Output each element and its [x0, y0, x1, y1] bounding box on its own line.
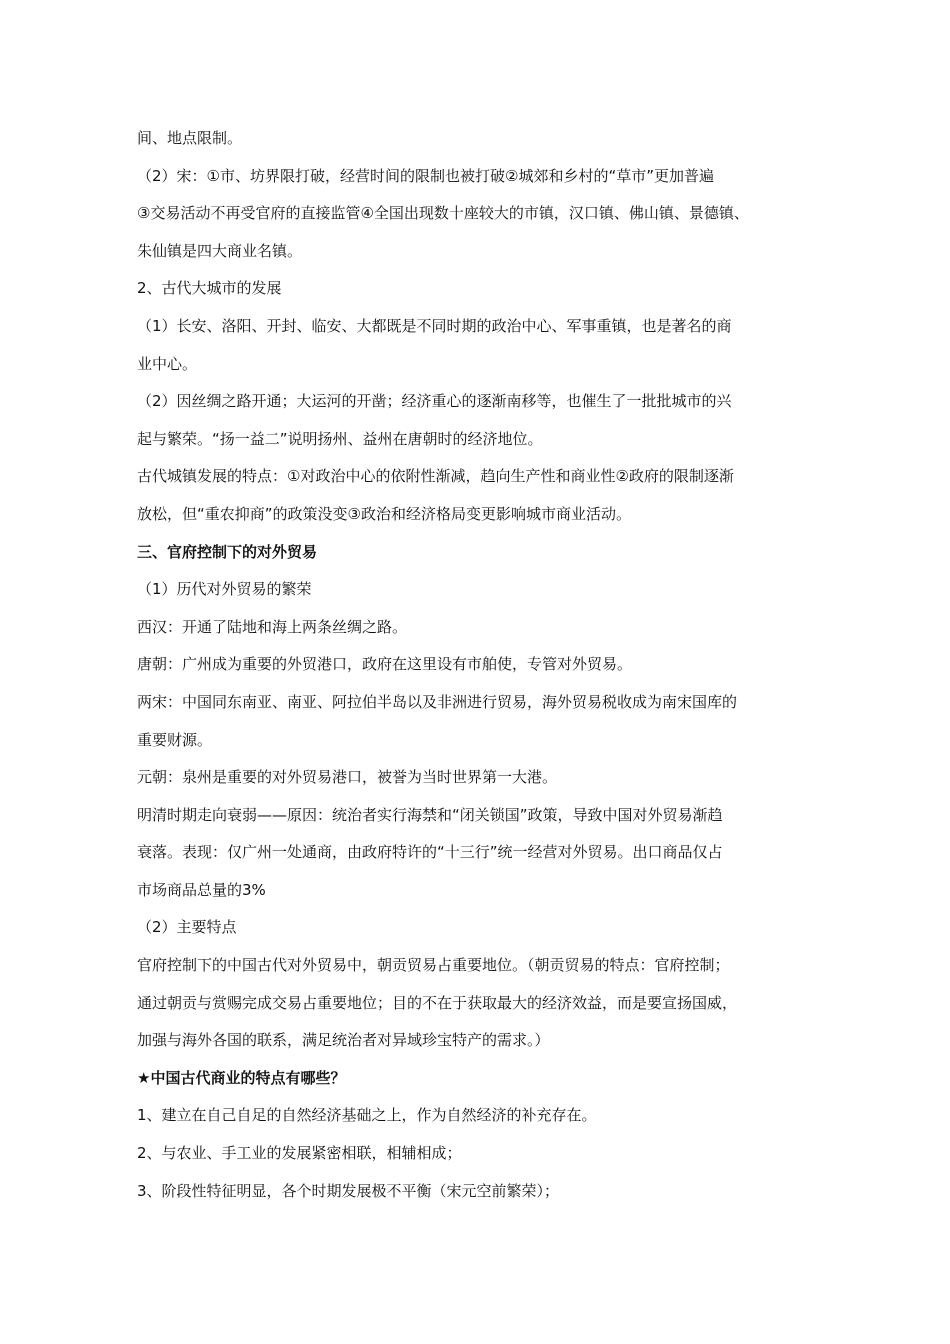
text-line: 两宋：中国同东南亚、南亚、阿拉伯半岛以及非洲进行贸易，海外贸易税收成为南宋国库的: [137, 692, 738, 711]
text-line: 起与繁荣。“扬一益二”说明扬州、益州在唐朝时的经济地位。: [137, 429, 543, 448]
text-line: 明清时期走向衰弱——原因：统治者实行海禁和“闭关锁国”政策，导致中国对外贸易渐趋: [137, 805, 723, 824]
text-line: 重要财源。: [137, 730, 213, 749]
text-line: 放松，但“重农抑商”的政策没变③政治和经济格局变更影响城市商业活动。: [137, 504, 631, 523]
text-line: （2）因丝绸之路开通；大运河的开凿；经济重心的逐渐南移等，也催生了一批批城市的兴: [137, 392, 732, 411]
text-line: 间、地点限制。: [137, 129, 243, 147]
text-line: 3、阶段性特征明显，各个时期发展极不平衡（宋元空前繁荣）；: [137, 1181, 560, 1200]
text-line: 官府控制下的中国古代对外贸易中，朝贡贸易占重要地位。（朝贡贸易的特点：官府控制；: [137, 956, 730, 975]
section-heading: ★中国古代商业的特点有哪些？: [137, 1068, 346, 1087]
text-line: ③交易活动不再受官府的直接监管④全国出现数十座较大的市镇，汉口镇、佛山镇、景德镇、: [137, 204, 749, 223]
text-line: 2、与农业、手工业的发展紧密相联，相辅相成；: [137, 1144, 462, 1163]
text-line: （2）主要特点: [137, 918, 237, 937]
text-line: 市场商品总量的3%: [137, 880, 266, 899]
text-line: （2）宋：①市、坊界限打破，经营时间的限制也被打破②城郊和乡村的“草市”更加普遍: [137, 166, 714, 185]
text-line: 加强与海外各国的联系，满足统治者对异域珍宝特产的需求。）: [137, 1031, 550, 1050]
text-line: 1、建立在自己自足的自然经济基础之上，作为自然经济的补充存在。: [137, 1106, 597, 1125]
document-body: [137, 120, 827, 1210]
text-line: 朱仙镇是四大商业名镇。: [137, 241, 303, 260]
text-line: （1）长安、洛阳、开封、临安、大都既是不同时期的政治中心、军事重镇，也是著名的商: [137, 316, 732, 335]
text-line: 元朝：泉州是重要的对外贸易港口，被誉为当时世界第一大港。: [137, 768, 558, 787]
text-line: 业中心。: [137, 354, 198, 373]
text-line: 古代城镇发展的特点：①对政治中心的依附性渐减，趋向生产性和商业性②政府的限制逐渐: [137, 467, 734, 486]
text-line: 西汉：开通了陆地和海上两条丝绸之路。: [137, 617, 408, 636]
text-line: 2、古代大城市的发展: [137, 279, 282, 298]
text-line: 通过朝贡与赏赐完成交易占重要地位；目的不在于获取最大的经济效益，而是要宣扬国威，: [137, 993, 738, 1012]
text-line: 衰落。表现：仅广州一处通商，由政府特许的“十三行”统一经营对外贸易。出口商品仅占: [137, 843, 723, 862]
section-heading: 三、官府控制下的对外贸易: [137, 542, 318, 561]
text-line: 唐朝：广州成为重要的外贸港口，政府在这里设有市舶使，专管对外贸易。: [137, 655, 633, 674]
text-line: （1）历代对外贸易的繁荣: [137, 580, 312, 599]
